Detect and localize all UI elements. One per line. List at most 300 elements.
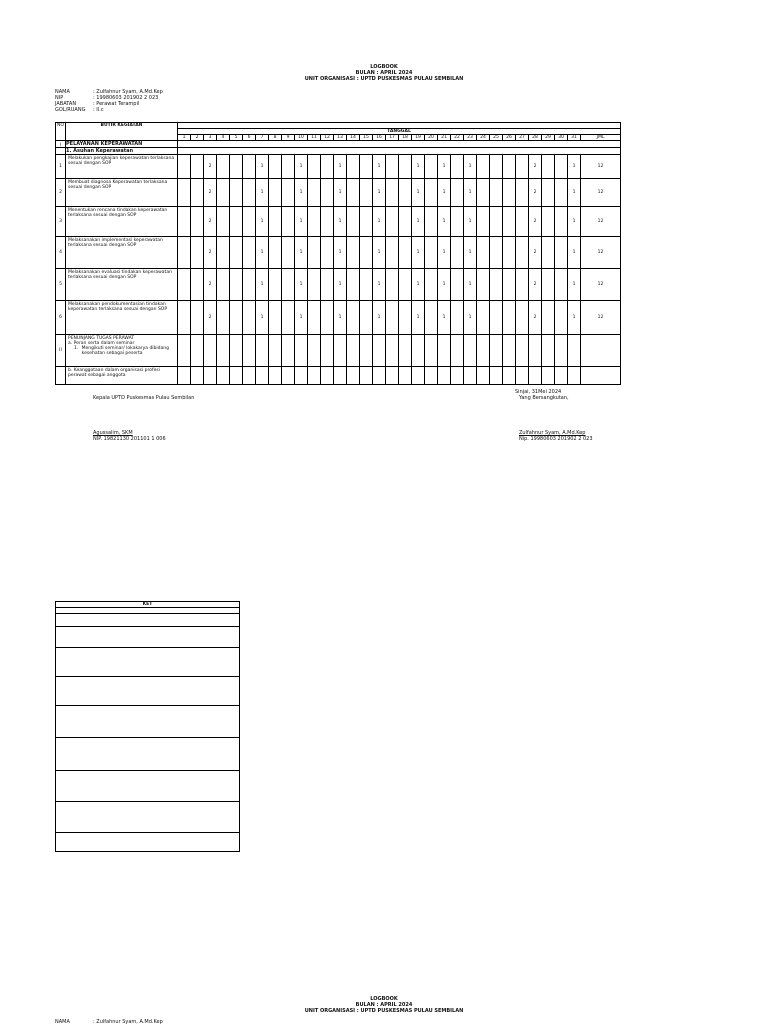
day-header: 17 [386, 135, 399, 141]
day-cell [191, 237, 204, 269]
day-cell: 1 [412, 301, 425, 335]
day-cell: 1 [373, 179, 386, 207]
day-cell [347, 179, 360, 207]
identity-value: : Zulfahnur Syam, A.Md.Kep [93, 89, 163, 95]
section1-sub-empty [178, 148, 621, 155]
day-cell [230, 301, 243, 335]
day-cell [542, 155, 555, 179]
day-cell: 12 [581, 207, 621, 237]
day-cell [503, 179, 516, 207]
day-cell [230, 367, 243, 385]
doc-month: BULAN : APRIL 2024 [355, 70, 413, 76]
section2-a: a. Peran serta dalam seminar [68, 341, 135, 346]
day-cell [243, 237, 256, 269]
day-cell [451, 335, 464, 367]
activity-row [56, 301, 621, 335]
day-cell [386, 237, 399, 269]
day-cell [516, 269, 529, 301]
day-cell: 1 [334, 301, 347, 335]
day-cell: 2 [529, 179, 542, 207]
day-cell [321, 179, 334, 207]
day-cell [490, 301, 503, 335]
day-cell [191, 179, 204, 207]
day-cell [178, 179, 191, 207]
day-cell: 1 [334, 269, 347, 301]
day-cell [451, 179, 464, 207]
section2b-row-no [56, 367, 66, 385]
day-header: 9 [282, 135, 295, 141]
day-cell [503, 155, 516, 179]
day-cell [321, 301, 334, 335]
day-cell: 1 [412, 269, 425, 301]
day-cell [529, 335, 542, 367]
day-cell: 1 [568, 301, 581, 335]
doc-unit: UNIT ORGANISASI : UPTD PUSKESMAS PULAU SEMBILAN [304, 76, 464, 82]
day-cell [308, 367, 321, 385]
day-cell [243, 301, 256, 335]
day-cell: 2 [204, 301, 217, 335]
day-cell [269, 367, 282, 385]
day-cell [321, 269, 334, 301]
day-cell [555, 367, 568, 385]
day-cell [230, 179, 243, 207]
identity-value: : Perawat Terampil [93, 101, 140, 107]
day-cell [282, 155, 295, 179]
day-cell [347, 335, 360, 367]
footer-month: BULAN : APRIL 2024 [355, 1002, 413, 1008]
day-cell [399, 301, 412, 335]
day-cell [243, 155, 256, 179]
day-cell [490, 179, 503, 207]
footer-title: LOGBOOK [370, 996, 398, 1002]
day-cell [230, 335, 243, 367]
day-cell [386, 207, 399, 237]
day-cell: 12 [581, 155, 621, 179]
day-cell [386, 179, 399, 207]
day-cell [178, 301, 191, 335]
day-cell [503, 301, 516, 335]
day-cell [516, 179, 529, 207]
day-header: JML [581, 135, 621, 141]
activity-text: Melakukan pengkajian keperawatan terlaksana sesuai dengan SOP [66, 155, 178, 179]
day-cell [425, 335, 438, 367]
day-cell [230, 237, 243, 269]
day-cell: 12 [581, 179, 621, 207]
day-cell [555, 237, 568, 269]
day-cell [191, 207, 204, 237]
day-cell [477, 335, 490, 367]
day-cell [347, 207, 360, 237]
day-cell [477, 269, 490, 301]
day-cell: 2 [204, 269, 217, 301]
day-cell [308, 155, 321, 179]
day-cell: 1 [295, 179, 308, 207]
day-cell [282, 335, 295, 367]
activity-row [56, 179, 621, 207]
footer-identity-label: NAMA [55, 1019, 70, 1025]
day-cell: 1 [464, 179, 477, 207]
day-cell [243, 207, 256, 237]
day-cell: 1 [412, 207, 425, 237]
header-activity: BUTIR KEGIATAN [66, 123, 178, 141]
day-cell: 1 [438, 269, 451, 301]
day-cell [503, 207, 516, 237]
day-cell [360, 269, 373, 301]
day-header: 7 [256, 135, 269, 141]
day-cell [503, 269, 516, 301]
activity-text: Melaksanakan implementasi keperawatan terlaksana sesuai dengan SOP [66, 237, 178, 269]
day-cell: 1 [256, 207, 269, 237]
day-header: 22 [451, 135, 464, 141]
day-cell: 2 [529, 207, 542, 237]
activity-no: 6 [56, 301, 66, 335]
day-header: 23 [464, 135, 477, 141]
day-cell [217, 207, 230, 237]
day-cell [178, 237, 191, 269]
day-cell [425, 155, 438, 179]
day-header: 10 [295, 135, 308, 141]
sign-left-name: Agussalim, SKM [93, 430, 133, 436]
sign-place-date: Sinjai, 31Mei 2024 [515, 389, 562, 395]
ket-table [55, 601, 240, 852]
day-cell: 1 [334, 179, 347, 207]
identity-label: JABATAN [55, 101, 77, 107]
day-header: 12 [321, 135, 334, 141]
day-cell: 1 [464, 301, 477, 335]
day-cell [399, 207, 412, 237]
header-date: TANGGAL [178, 129, 621, 135]
day-cell [399, 335, 412, 367]
day-cell [191, 301, 204, 335]
day-cell [295, 367, 308, 385]
day-cell [282, 237, 295, 269]
day-cell [360, 367, 373, 385]
day-cell [503, 335, 516, 367]
day-cell [555, 207, 568, 237]
section2-row-text [66, 335, 178, 367]
day-cell [451, 301, 464, 335]
section2-row [56, 335, 621, 367]
day-cell [217, 367, 230, 385]
day-cell [386, 335, 399, 367]
day-cell [373, 335, 386, 367]
day-cell [490, 155, 503, 179]
day-cell: 2 [204, 237, 217, 269]
day-cell [477, 367, 490, 385]
day-cell: 1 [295, 207, 308, 237]
activity-text: Melaksanakan evaluasi tindakan keperawatan terlaksana sesuai dengan SOP [66, 269, 178, 301]
day-cell [347, 367, 360, 385]
day-cell: 12 [581, 269, 621, 301]
day-cell [282, 207, 295, 237]
activity-row [56, 237, 621, 269]
day-header: 18 [399, 135, 412, 141]
day-cell [282, 179, 295, 207]
day-header: 29 [542, 135, 555, 141]
section2b-row-text [66, 367, 178, 385]
day-cell [425, 207, 438, 237]
identity-label: NAMA [55, 89, 70, 95]
identity-label: GOL/RUANG [55, 107, 86, 113]
day-cell [269, 335, 282, 367]
day-cell [516, 207, 529, 237]
day-cell: 12 [581, 237, 621, 269]
day-cell [269, 301, 282, 335]
day-cell [269, 179, 282, 207]
day-header: 1 [178, 135, 191, 141]
day-cell: 1 [568, 155, 581, 179]
day-cell: 1 [373, 237, 386, 269]
day-cell [217, 335, 230, 367]
day-header: 19 [412, 135, 425, 141]
activity-row [56, 155, 621, 179]
day-cell [412, 335, 425, 367]
day-cell: 1 [438, 155, 451, 179]
day-cell [347, 269, 360, 301]
day-header: 31 [568, 135, 581, 141]
day-cell [503, 367, 516, 385]
day-cell: 12 [581, 301, 621, 335]
day-cell [334, 367, 347, 385]
day-cell: 1 [373, 301, 386, 335]
day-cell: 1 [464, 155, 477, 179]
ket-row [56, 738, 240, 771]
day-header: 15 [360, 135, 373, 141]
day-cell [308, 179, 321, 207]
section1-title: PELAYANAN KEPERAWATAN [66, 141, 178, 148]
day-header: 11 [308, 135, 321, 141]
ket-row [56, 802, 240, 833]
day-cell [555, 155, 568, 179]
section2-a1-text: Mengikuti seminar/ lokakarya dibidang kesehatan sebagai peserta [81, 346, 169, 356]
day-cell [373, 367, 386, 385]
section2-b: b. Keanggotaan dalam organisasi profesi perawat sebagai anggota [68, 368, 160, 378]
day-cell [451, 367, 464, 385]
day-cell [464, 367, 477, 385]
day-header: 4 [217, 135, 230, 141]
day-cell [230, 207, 243, 237]
ket-row [56, 771, 240, 802]
day-cell: 2 [529, 301, 542, 335]
day-cell [321, 155, 334, 179]
day-cell [542, 179, 555, 207]
sign-right-name: Zulfahnur Syam, A.Md.Kep [519, 430, 586, 436]
day-cell [256, 335, 269, 367]
day-header: 3 [204, 135, 217, 141]
day-header: 8 [269, 135, 282, 141]
day-cell [347, 155, 360, 179]
day-cell: 2 [529, 237, 542, 269]
day-cell [477, 237, 490, 269]
day-cell [269, 207, 282, 237]
day-cell [230, 269, 243, 301]
day-cell [581, 335, 621, 367]
day-cell [555, 301, 568, 335]
day-cell [178, 269, 191, 301]
day-cell [555, 335, 568, 367]
sign-left-nip: NIP. 19821130 201101 1 006 [93, 436, 166, 442]
day-cell [438, 367, 451, 385]
day-cell: 1 [464, 269, 477, 301]
day-cell [516, 301, 529, 335]
identity-golongan-row [55, 107, 163, 113]
day-cell [217, 237, 230, 269]
day-cell [516, 237, 529, 269]
day-header: 21 [438, 135, 451, 141]
day-cell [321, 335, 334, 367]
day-cell [204, 335, 217, 367]
sign-left-title: Kepala UPTD Puskesmas Pulau Sembilan [93, 395, 195, 401]
day-header: 5 [230, 135, 243, 141]
day-cell [477, 179, 490, 207]
activity-no: 2 [56, 179, 66, 207]
activity-row [56, 269, 621, 301]
day-cell [308, 269, 321, 301]
day-header: 20 [425, 135, 438, 141]
day-header: 27 [516, 135, 529, 141]
activity-no: 3 [56, 207, 66, 237]
day-cell: 1 [412, 155, 425, 179]
section1-empty [178, 141, 621, 148]
day-cell [490, 237, 503, 269]
day-cell: 1 [464, 207, 477, 237]
ket-row [56, 677, 240, 706]
day-cell: 1 [256, 155, 269, 179]
day-cell: 1 [412, 179, 425, 207]
day-cell [581, 367, 621, 385]
day-cell [386, 155, 399, 179]
day-cell [321, 207, 334, 237]
ket-row [56, 833, 240, 852]
day-header: 30 [555, 135, 568, 141]
day-cell [347, 301, 360, 335]
day-cell [308, 237, 321, 269]
doc-title: LOGBOOK [370, 64, 398, 70]
day-cell [451, 237, 464, 269]
day-cell [451, 155, 464, 179]
day-cell [386, 269, 399, 301]
day-cell [451, 269, 464, 301]
day-cell [178, 367, 191, 385]
day-cell: 2 [529, 269, 542, 301]
day-cell [217, 179, 230, 207]
day-cell [399, 155, 412, 179]
day-cell [555, 269, 568, 301]
day-cell: 1 [295, 237, 308, 269]
day-cell [490, 335, 503, 367]
day-cell: 1 [295, 269, 308, 301]
day-cell [425, 269, 438, 301]
day-cell: 1 [373, 269, 386, 301]
section1-sub-blank [56, 148, 66, 155]
activity-no: 5 [56, 269, 66, 301]
day-cell [295, 335, 308, 367]
day-cell [360, 179, 373, 207]
ket-row [56, 706, 240, 738]
footer-identity-row [55, 1019, 163, 1025]
day-cell [542, 237, 555, 269]
sign-right-nip: Nip. 19980603 201902 2 023 [519, 436, 593, 442]
day-cell: 1 [295, 301, 308, 335]
day-cell [243, 179, 256, 207]
day-cell [425, 301, 438, 335]
ket-row [56, 627, 240, 648]
day-cell [269, 269, 282, 301]
day-cell [282, 269, 295, 301]
day-header: 13 [334, 135, 347, 141]
day-cell: 1 [568, 237, 581, 269]
day-cell [256, 367, 269, 385]
section2-row-no: II [56, 335, 66, 367]
day-cell [243, 269, 256, 301]
day-cell [425, 237, 438, 269]
section2-a1 [68, 346, 177, 356]
day-cell [321, 237, 334, 269]
day-cell [360, 155, 373, 179]
day-cell [542, 207, 555, 237]
day-cell: 1 [568, 269, 581, 301]
day-cell [555, 179, 568, 207]
day-cell [282, 367, 295, 385]
day-cell [308, 335, 321, 367]
day-cell: 1 [373, 155, 386, 179]
day-cell [191, 155, 204, 179]
header-no: NO [56, 123, 66, 141]
activity-text: Membuat diagnosa Keperawatan terlaksana sesuai dengan SOP [66, 179, 178, 207]
day-cell [490, 367, 503, 385]
day-cell [490, 207, 503, 237]
footer-identity-value: : Zulfahnur Syam, A.Md.Kep [93, 1019, 163, 1025]
day-cell [204, 367, 217, 385]
day-cell [477, 207, 490, 237]
day-header: 28 [529, 135, 542, 141]
day-cell: 1 [464, 237, 477, 269]
day-header: 26 [503, 135, 516, 141]
activity-row [56, 207, 621, 237]
day-cell [217, 155, 230, 179]
day-cell [399, 269, 412, 301]
sign-right-title: Yang Bersangkutan, [519, 395, 569, 401]
identity-value: : II.c [93, 107, 104, 113]
day-cell: 1 [438, 237, 451, 269]
day-cell [178, 155, 191, 179]
day-cell: 1 [438, 207, 451, 237]
ket-row [56, 614, 240, 627]
day-cell [412, 367, 425, 385]
day-cell [243, 335, 256, 367]
day-cell [308, 301, 321, 335]
day-cell [191, 367, 204, 385]
day-cell [477, 155, 490, 179]
day-cell [217, 301, 230, 335]
day-cell [516, 155, 529, 179]
day-cell [503, 237, 516, 269]
day-cell [360, 335, 373, 367]
day-cell [464, 335, 477, 367]
day-cell: 1 [295, 155, 308, 179]
identity-block [55, 89, 163, 113]
day-cell: 1 [256, 269, 269, 301]
day-header: 16 [373, 135, 386, 141]
day-cell [308, 207, 321, 237]
day-cell [438, 335, 451, 367]
day-cell [243, 367, 256, 385]
day-cell: 1 [568, 179, 581, 207]
logbook-table [55, 122, 621, 385]
day-cell [425, 179, 438, 207]
footer-unit: UNIT ORGANISASI : UPTD PUSKESMAS PULAU SEMBILAN [304, 1008, 464, 1014]
section1-subtitle: 1. Asuhan Keperawatan [66, 148, 178, 155]
